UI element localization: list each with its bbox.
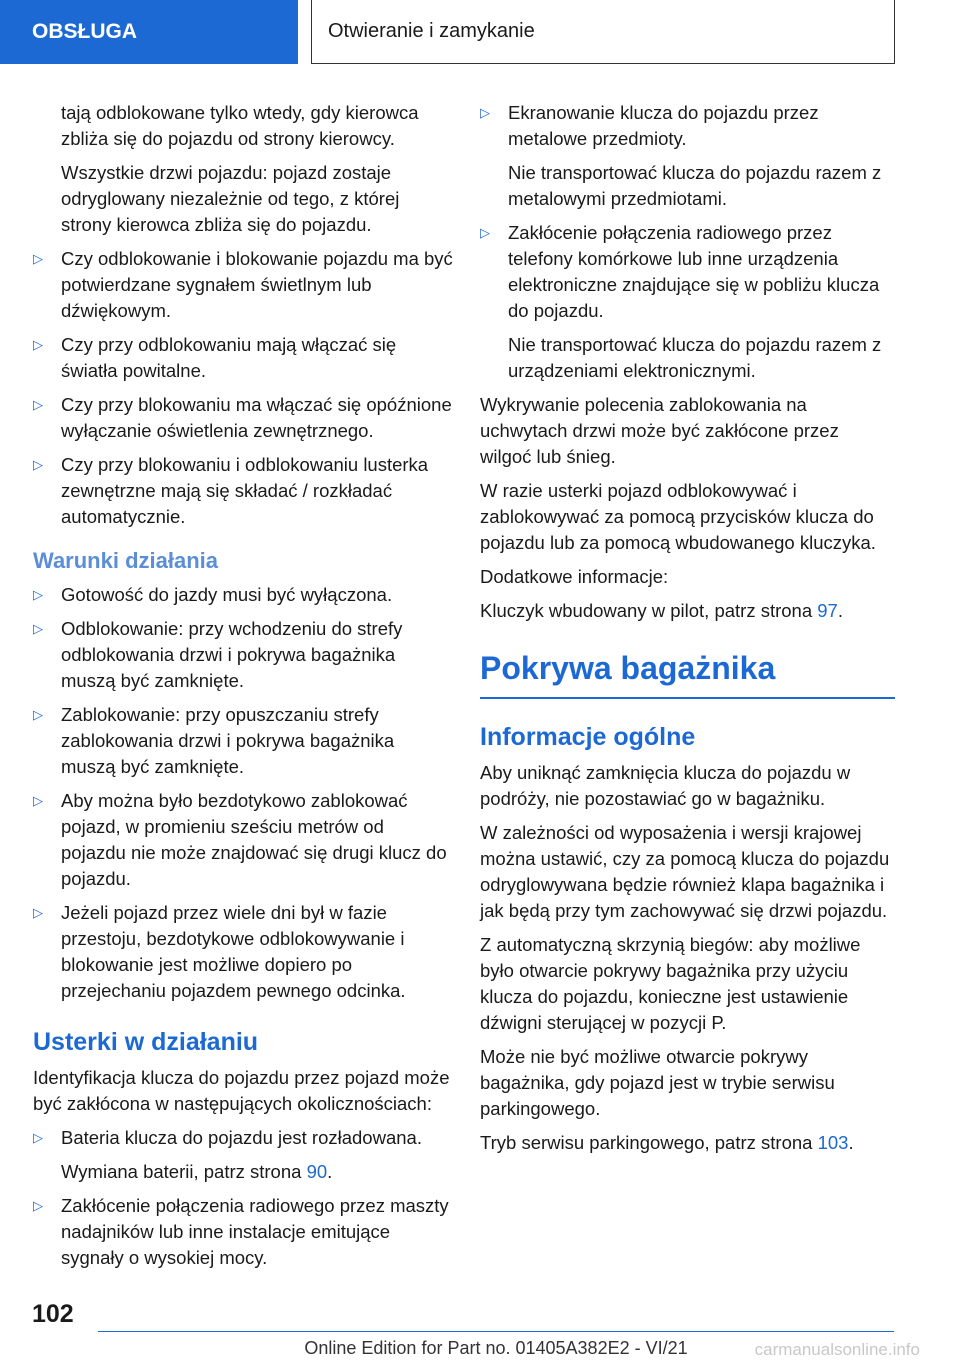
right-column: [480, 100, 895, 1164]
heading-conditions: Warunki działania: [33, 548, 219, 573]
list-item: ▷ Czy przy blokowaniu ma włączać się opóźnione wyłączanie oświetlenia zewnętrznego.: [33, 392, 453, 444]
fault3-note: Nie transportować klucza do pojazdu razem z metalowymi przedmiotami.: [508, 162, 882, 209]
fault4-note: Nie transportować klucza do pojazdu razem z urządzeniami elektronicznymi.: [508, 334, 882, 381]
left-column: [33, 100, 453, 1279]
page-ref-link[interactable]: 103: [817, 1132, 849, 1153]
triangle-right-icon: ▷: [33, 1130, 43, 1145]
triangle-right-icon: ▷: [33, 457, 43, 472]
general-paragraph-1: Aby uniknąć zamknięcia klucza do pojazdu w podróży, nie pozostawiać go w bagażniku.: [480, 762, 851, 809]
page-ref-link[interactable]: 97: [817, 600, 838, 621]
triangle-right-icon: ▷: [33, 251, 43, 266]
general-paragraph-2: W zależności od wyposażenia i wersji krajowej można ustawić, czy za pomocą klucza do pojazdu odryglowywana będzie również klapa bagażnika i jak będą przy tym zachowywać się drzwi pojazdu.: [480, 822, 890, 921]
triangle-right-icon: ▷: [33, 587, 43, 602]
list-item: ▷ Gotowość do jazdy musi być wyłączona.: [33, 582, 453, 608]
list-item: ▷ Czy odblokowanie i blokowanie pojazdu ma być potwierdzane sygnałem świetlnym lub dźwiękowym.: [33, 246, 453, 324]
triangle-right-icon: ▷: [33, 707, 43, 722]
triangle-right-icon: ▷: [33, 621, 43, 636]
triangle-right-icon: ▷: [33, 397, 43, 412]
paragraph-integrated-key: Kluczyk wbudowany w pilot, patrz strona 97.: [480, 600, 843, 621]
list-item: ▷ Zakłócenie połączenia radiowego przez telefony komórkowe lub inne urządzenia elektroniczne znajdujące się w pobliżu klucza do pojazdu.: [480, 220, 895, 324]
general-paragraph-4: Może nie być możliwe otwarcie pokrywy bagażnika, gdy pojazd jest w trybie serwisu parkingowego.: [480, 1046, 835, 1119]
triangle-right-icon: ▷: [33, 337, 43, 352]
general-paragraph-5: Tryb serwisu parkingowego, patrz strona 103.: [480, 1132, 854, 1153]
section-label: OBSŁUGA: [32, 20, 137, 43]
triangle-right-icon: ▷: [33, 793, 43, 808]
section-tab: [0, 0, 298, 64]
faults-intro: Identyfikacja klucza do pojazdu przez pojazd może być zakłócona w następujących okolicznościach:: [33, 1067, 450, 1114]
paragraph-additional-info: Dodatkowe informacje:: [480, 566, 669, 587]
list-item: ▷ Odblokowanie: przy wchodzeniu do strefy odblokowania drzwi i pokrywa bagażnika muszą być zamknięte.: [33, 616, 453, 694]
general-paragraph-3: Z automatyczną skrzynią biegów: aby możliwe było otwarcie pokrywy bagażnika przy użyciu klucza do pojazdu, konieczne jest ustawienie dźwigni sterującej w pozycji P.: [480, 934, 861, 1033]
paragraph-handle-detection: Wykrywanie polecenia zablokowania na uchwytach drzwi może być zakłócone przez wilgoć lub śnieg.: [480, 394, 839, 467]
page-header-title: [311, 0, 895, 64]
footer-divider: [98, 1331, 894, 1332]
list-item: ▷ Bateria klucza do pojazdu jest rozładowana.: [33, 1125, 453, 1151]
heading-general-info: Informacje ogólne: [480, 723, 696, 751]
list-item: ▷ Aby można było bezdotykowo zablokować pojazd, w promieniu sześciu metrów od pojazdu nie może znajdować się drugi klucz do pojazdu.: [33, 788, 453, 892]
page-ref-link[interactable]: 90: [306, 1161, 328, 1182]
list-item: ▷ Ekranowanie klucza do pojazdu przez metalowe przedmioty.: [480, 100, 895, 152]
list-item: ▷ Zablokowanie: przy opuszczaniu strefy zablokowania drzwi i pokrywa bagażnika muszą być zamknięte.: [33, 702, 453, 780]
triangle-right-icon: ▷: [480, 105, 490, 120]
watermark: carmanualsonline.info: [754, 1340, 920, 1359]
heading-trunk-lid: Pokrywa bagażnika: [480, 650, 895, 699]
list-item: ▷ Zakłócenie połączenia radiowego przez maszty nadajników lub inne instalacje emitujące sygnały o wysokiej mocy.: [33, 1193, 453, 1271]
list-item: ▷ Czy przy blokowaniu i odblokowaniu lusterka zewnętrzne mają się składać / rozkładać automatycznie.: [33, 452, 453, 530]
page-number: 102: [32, 1300, 74, 1328]
chapter-title: Otwieranie i zamykanie: [328, 20, 535, 42]
triangle-right-icon: ▷: [480, 225, 490, 240]
intro-paragraph-1: tają odblokowane tylko wtedy, gdy kierowca zbliża się do pojazdu od strony kierowcy.: [61, 102, 419, 149]
fault1-note: Wymiana baterii, patrz strona 90.: [61, 1161, 333, 1182]
list-item: ▷ Jeżeli pojazd przez wiele dni był w fazie przestoju, bezdotykowe odblokowywanie i blokowanie jest możliwe dopiero po przejechaniu pojazdem pewnego odcinka.: [33, 900, 453, 1004]
list-item: ▷ Czy przy odblokowaniu mają włączać się światła powitalne.: [33, 332, 453, 384]
triangle-right-icon: ▷: [33, 1198, 43, 1213]
triangle-right-icon: ▷: [33, 905, 43, 920]
paragraph-fault-action: W razie usterki pojazd odblokowywać i zablokowywać za pomocą przycisków klucza do pojazdu lub za pomocą wbudowanego kluczyka.: [480, 480, 876, 553]
heading-faults: Usterki w działaniu: [33, 1028, 259, 1056]
footer-edition: Online Edition for Part no. 01405A382E2 - VI/21: [304, 1338, 688, 1358]
intro-paragraph-2: Wszystkie drzwi pojazdu: pojazd zostaje odryglowany niezależnie od tego, z której strony kierowca zbliża się do pojazdu.: [61, 162, 400, 235]
